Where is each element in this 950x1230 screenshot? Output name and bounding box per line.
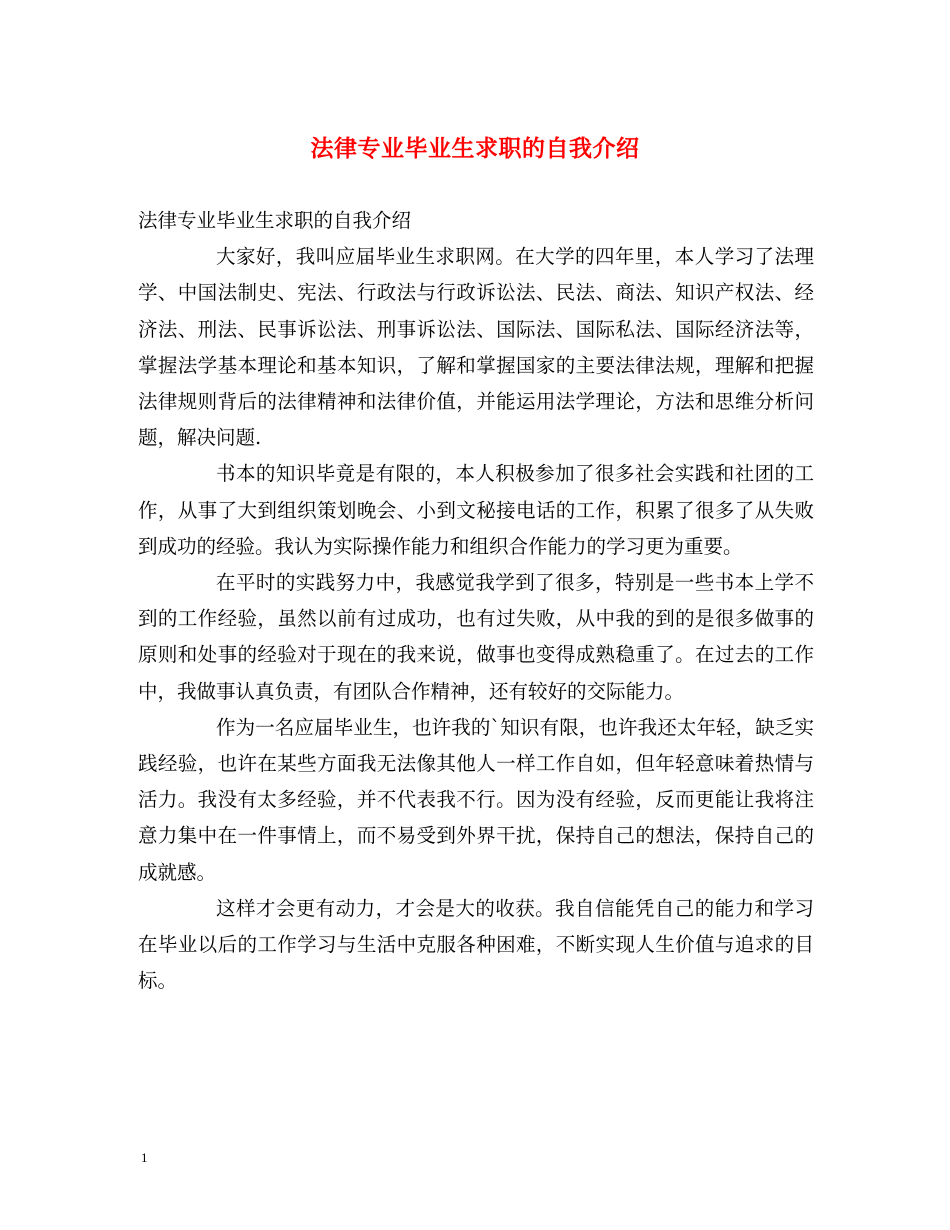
document-body: [138, 203, 814, 999]
document-title: 法律专业毕业生求职的自我介绍: [310, 135, 640, 162]
document-subtitle: 法律专业毕业生求职的自我介绍: [138, 209, 412, 232]
paragraph-3: 在平时的实践努力中，我感觉我学到了很多，特别是一些书本上学不到的工作经验，虽然以前有过成功，也有过失败，从中我的到的是很多做事的原则和处事的经验对于现在的我来说，做事也变得成熟稳重了。在过去的工作中，我做事认真负责，有团队合作精神，还有较好的交际能力。: [138, 571, 814, 703]
paragraph-1: 大家好，我叫应届毕业生求职网。在大学的四年里，本人学习了法理学、中国法制史、宪法、行政法与行政诉讼法、民法、商法、知识产权法、经济法、刑法、民事诉讼法、刑事诉讼法、国际法、国际私法、国际经济法等，掌握法学基本理论和基本知识，了解和掌握国家的主要法律法规，理解和把握法律规则背后的法律精神和法律价值，并能运用法学理论，方法和思维分析问题，解决问题.: [138, 245, 814, 450]
paragraph-5: 这样才会更有动力，才会是大的收获。我自信能凭自己的能力和学习在毕业以后的工作学习与生活中克服各种困难，不断实现人生价值与追求的目标。: [138, 896, 814, 993]
paragraph-2: 书本的知识毕竟是有限的，本人积极参加了很多社会实践和社团的工作，从事了大到组织策划晚会、小到文秘接电话的工作，积累了很多了从失败到成功的经验。我认为实际操作能力和组织合作能力的学习更为重要。: [138, 462, 814, 558]
paragraph-4: 作为一名应届毕业生，也许我的`知识有限，也许我还太年轻，缺乏实践经验，也许在某些方面我无法像其他人一样工作自如，但年轻意味着热情与活力。我没有太多经验，并不代表我不行。因为没有经验，反而更能让我将注意力集中在一件事情上，而不易受到外界干扰，保持自己的想法，保持自己的成就感。: [138, 715, 814, 884]
page-number: 1: [141, 1150, 148, 1165]
